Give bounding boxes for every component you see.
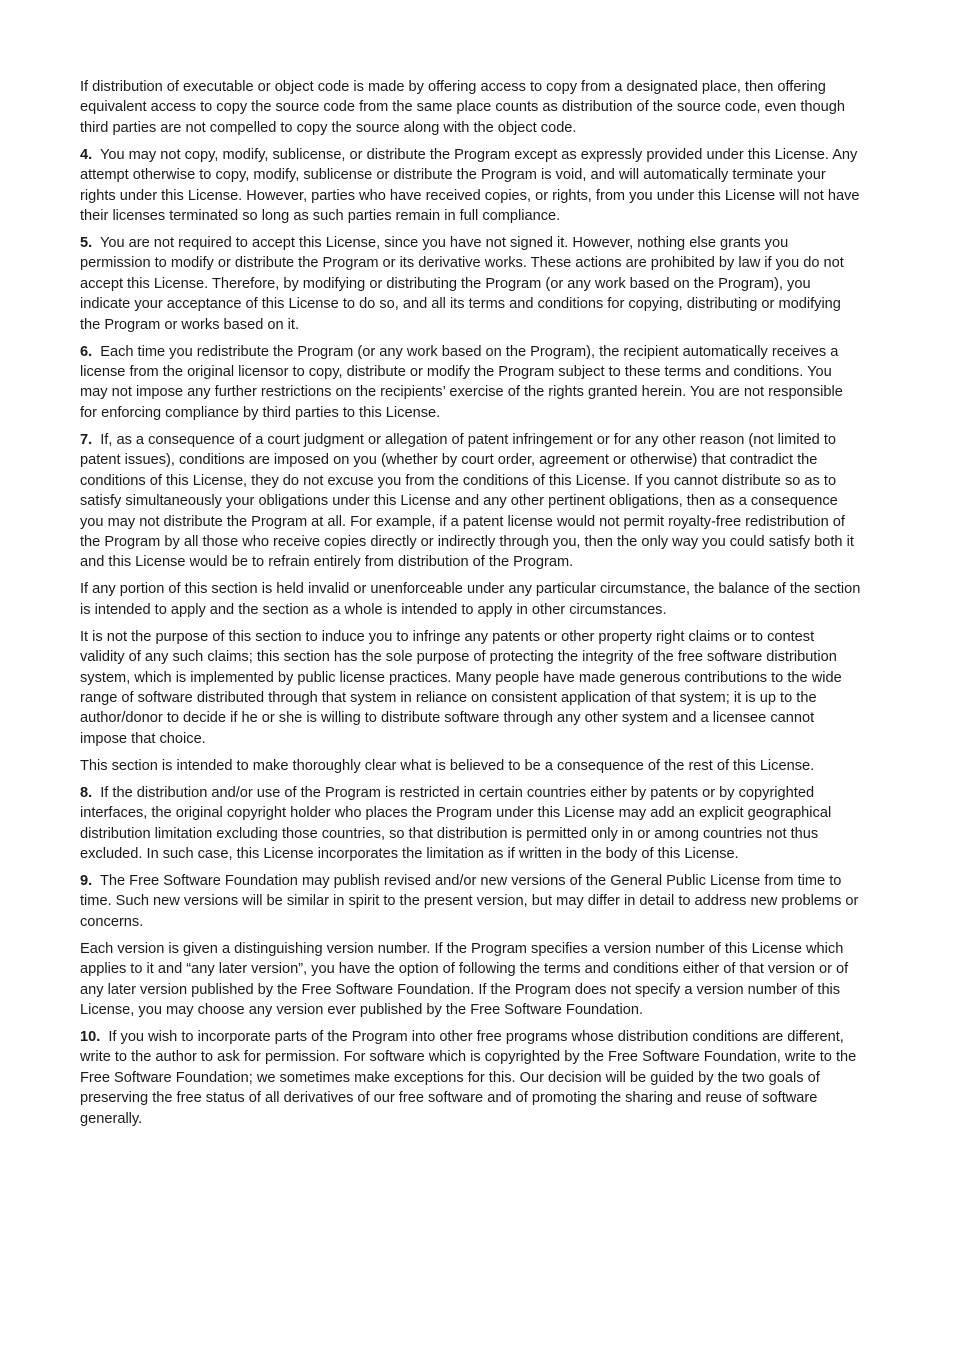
- license-document: [80, 77, 862, 1136]
- section-number: 10.: [80, 1029, 101, 1045]
- paragraph-text: If the distribution and/or use of the Program is restricted in certain countries either by patents or by copyrighted interfaces, the original copyright holder who places the Program under this License may add an explicit geographical distribution limitation excluding those countries, so that distribution is permitted only in or among countries not thus excluded. In such case, this License incorporates the limitation as if written in the body of this License.: [80, 784, 832, 862]
- paragraph-text: The Free Software Foundation may publish revised and/or new versions of the General Public License from time to time. Such new versions will be similar in spirit to the present version, but may differ in detail to address new problems or concerns.: [80, 872, 859, 930]
- paragraph-text: This section is intended to make thoroughly clear what is believed to be a consequence of the rest of this License.: [80, 757, 815, 774]
- section-4: [80, 145, 862, 227]
- paragraph-text: Each time you redistribute the Program (or any work based on the Program), the recipient automatically receives a license from the original licensor to copy, distribute or modify the Program subject to these terms and conditions. You may not impose any further restrictions on the recipients’ exercise of the rights granted herein. You are not responsible for enforcing compliance by third parties to this License.: [80, 343, 843, 421]
- section-number: 8.: [80, 784, 93, 801]
- section-number: 9.: [80, 872, 93, 889]
- section-7: [80, 430, 862, 573]
- section-number: 4.: [80, 146, 93, 163]
- paragraph-continuation: [80, 77, 862, 138]
- section-number: 6.: [80, 343, 93, 360]
- paragraph-text: You are not required to accept this License, since you have not signed it. However, nothing else grants you permission to modify or distribute the Program or its derivative works. These actions are prohibited by law if you do not accept this License. Therefore, by modifying or distributing the Program (or any work based on the Program), you indicate your acceptance of this License to do so, and all its terms and conditions for copying, distributing or modifying the Program or works based on it.: [80, 235, 844, 333]
- paragraph-text: You may not copy, modify, sublicense, or distribute the Program except as expressly provided under this License. Any attempt otherwise to copy, modify, sublicense or distribute the Program is void, and will automatically terminate your rights under this License. However, parties who have received copies, or rights, from you under this License will not have their licenses terminated so long as such parties remain in full compliance.: [80, 146, 860, 225]
- paragraph-text: Each version is given a distinguishing version number. If the Program specifies a version number of this License which applies to it and “any later version”, you have the option of following the terms and conditions either of that version or of any later version published by the Free Software Foundation. If the Program does not specify a version number of this License, you may choose any version ever published by the Free Software Foundation.: [80, 940, 849, 1018]
- paragraph-text: If any portion of this section is held invalid or unenforceable under any particular circumstance, the balance of the section is intended to apply and the section as a whole is intended to apply in other circumstances.: [80, 581, 861, 618]
- paragraph-text: If distribution of executable or object code is made by offering access to copy from a designated place, then offering equivalent access to copy the source code from the same place counts as distribution of the source code, even though third parties are not compelled to copy the source along with the object code.: [80, 79, 846, 136]
- section-7-paragraph-3: [80, 627, 862, 749]
- paragraph-text: If, as a consequence of a court judgment or allegation of patent infringement or for any other reason (not limited to patent issues), conditions are imposed on you (whether by court order, agreement or otherwise) that contradict the conditions of this License, they do not excuse you from the conditions of this License. If you cannot distribute so as to satisfy simultaneously your obligations under this License and any other pertinent obligations, then as a consequence you may not distribute the Program at all. For example, if a patent license would not permit royalty-free redistribution of the Program by all those who receive copies directly or indirectly through you, then the only way you could satisfy both it and this License would be to refrain entirely from distribution of the Program.: [80, 431, 854, 571]
- section-number: 7.: [80, 431, 93, 448]
- section-9: [80, 871, 862, 932]
- paragraph-text: If you wish to incorporate parts of the Program into other free programs whose distribution conditions are different, write to the author to ask for permission. For software which is copyrighted by the Free Software Foundation, write to the Free Software Foundation; we sometimes make exceptions for this. Our decision will be guided by the two goals of preserving the free status of all derivatives of our free software and of promoting the sharing and reuse of software generally.: [80, 1029, 857, 1127]
- section-10: [80, 1027, 862, 1129]
- section-7-paragraph-4: [80, 756, 862, 776]
- section-6: [80, 342, 862, 424]
- paragraph-text: It is not the purpose of this section to induce you to infringe any patents or other property right claims or to contest validity of any such claims; this section has the sole purpose of protecting the integrity of the free software distribution system, which is implemented by public license practices. Many people have made generous contributions to the wide range of software distributed through that system in reliance on consistent application of that system; it is up to the author/donor to decide if he or she is willing to distribute software through any other system and a licensee cannot impose that choice.: [80, 628, 842, 747]
- section-7-paragraph-2: [80, 579, 862, 620]
- section-8: [80, 783, 862, 865]
- section-9-paragraph-2: [80, 939, 862, 1021]
- section-number: 5.: [80, 235, 93, 252]
- section-5: [80, 233, 862, 335]
